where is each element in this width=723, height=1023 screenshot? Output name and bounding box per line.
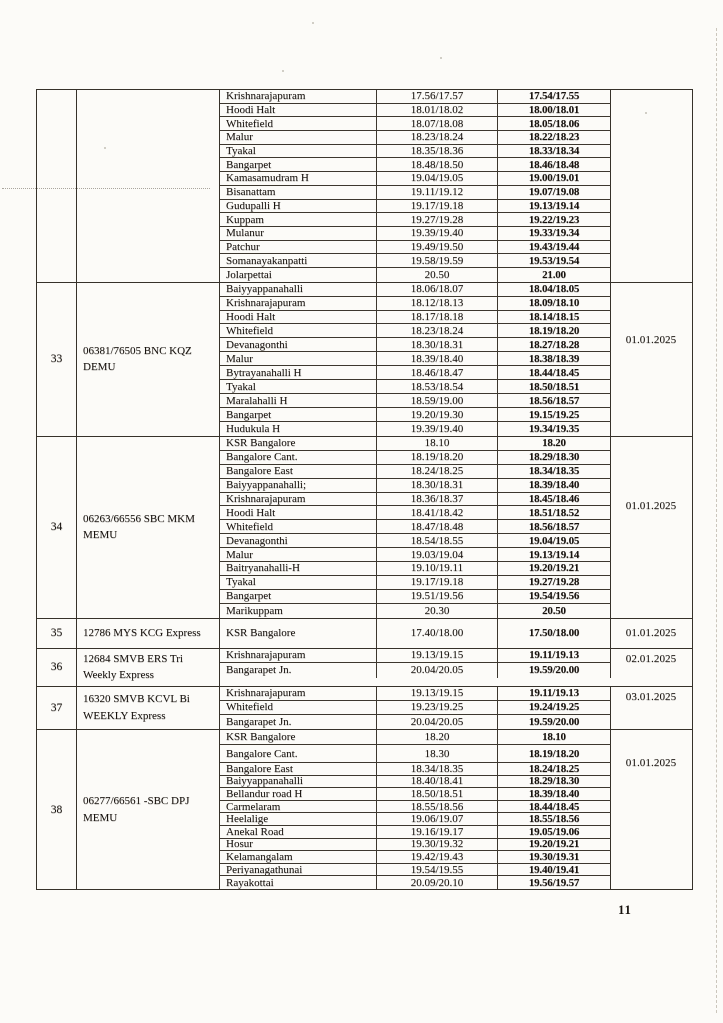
revised-time: 18.24/18.25 — [498, 763, 611, 775]
station-name: Whitefield — [220, 324, 377, 337]
station-name: Mulanur — [220, 227, 377, 240]
revised-time: 18.20 — [498, 437, 611, 450]
station-row — [220, 826, 611, 839]
revised-time: 18.14/18.15 — [498, 311, 611, 324]
scheduled-time: 18.17/18.18 — [377, 311, 498, 324]
station-name: Jolarpettai — [220, 268, 377, 282]
station-row — [220, 213, 611, 227]
station-row — [220, 801, 611, 814]
scheduled-time: 20.30 — [377, 604, 498, 618]
station-row — [220, 788, 611, 801]
station-name: Baiyyappanahalli — [220, 283, 377, 296]
scheduled-time: 18.06/18.07 — [377, 283, 498, 296]
station-row — [220, 715, 611, 729]
revised-time: 18.29/18.30 — [498, 776, 611, 788]
scheduled-time: 19.42/19.43 — [377, 851, 498, 863]
scan-artifact-margin-line — [716, 28, 717, 1013]
station-row — [220, 687, 611, 701]
station-name: Hoodi Halt — [220, 311, 377, 324]
station-name: Whitefield — [220, 520, 377, 533]
scheduled-time: 18.59/19.00 — [377, 394, 498, 407]
station-name: Bangalore Cant. — [220, 745, 377, 762]
station-name: Somanayakanpatti — [220, 254, 377, 267]
station-name: Krishnarajapuram — [220, 493, 377, 506]
scheduled-time: 19.11/19.12 — [377, 186, 498, 199]
train-revised-timings-table — [36, 89, 693, 890]
station-name: Bisanattam — [220, 186, 377, 199]
station-row — [220, 283, 611, 297]
revised-time: 18.44/18.45 — [498, 366, 611, 379]
train-name: 12786 MYS KCG Express — [77, 619, 220, 648]
scheduled-time: 20.04/20.05 — [377, 715, 498, 729]
train-name — [77, 90, 220, 282]
revised-time: 18.05/18.06 — [498, 117, 611, 130]
revised-time: 21.00 — [498, 268, 611, 282]
station-row — [220, 562, 611, 576]
station-row — [220, 776, 611, 789]
revised-time: 19.24/19.25 — [498, 701, 611, 714]
scheduled-time: 19.58/19.59 — [377, 254, 498, 267]
station-row — [220, 324, 611, 338]
scheduled-time: 19.16/19.17 — [377, 826, 498, 838]
scheduled-time: 20.04/20.05 — [377, 663, 498, 678]
revised-time: 19.11/19.13 — [498, 687, 611, 700]
revised-time: 19.34/19.35 — [498, 422, 611, 436]
revised-time: 18.55/18.56 — [498, 813, 611, 825]
station-row — [220, 520, 611, 534]
scan-speck — [312, 22, 314, 24]
station-row — [220, 506, 611, 520]
station-rows — [220, 687, 611, 730]
revised-time: 18.56/18.57 — [498, 520, 611, 533]
service-date: 01.01.2025 — [625, 333, 677, 346]
station-name: Kelamangalam — [220, 851, 377, 863]
station-name: Bangalore East — [220, 763, 377, 775]
revised-time: 18.44/18.45 — [498, 801, 611, 813]
station-row — [220, 408, 611, 422]
station-row — [220, 590, 611, 604]
station-row — [220, 730, 611, 745]
station-rows — [220, 649, 611, 686]
scheduled-time: 18.30/18.31 — [377, 479, 498, 492]
serial-number: 38 — [37, 730, 77, 889]
revised-time: 19.04/19.05 — [498, 534, 611, 547]
timetable-block — [37, 649, 692, 687]
station-name: Maralahalli H — [220, 394, 377, 407]
station-name: Devanagonthi — [220, 534, 377, 547]
scheduled-time: 18.46/18.47 — [377, 366, 498, 379]
station-name: Baiyyappanahalli; — [220, 479, 377, 492]
station-row — [220, 851, 611, 864]
page-number: 11 — [618, 903, 632, 917]
revised-time: 19.13/19.14 — [498, 548, 611, 561]
station-name: Rayakottai — [220, 876, 377, 889]
station-name: Kuppam — [220, 213, 377, 226]
timetable-block — [37, 619, 692, 649]
station-row — [220, 338, 611, 352]
scheduled-time: 18.07/18.08 — [377, 117, 498, 130]
station-row — [220, 876, 611, 889]
revised-time: 18.45/18.46 — [498, 493, 611, 506]
scheduled-time: 18.19/18.20 — [377, 451, 498, 464]
revised-time: 19.07/19.08 — [498, 186, 611, 199]
scheduled-time: 18.54/18.55 — [377, 534, 498, 547]
station-name: Malur — [220, 131, 377, 144]
station-name: KSR Bangalore — [220, 437, 377, 450]
station-name: Hoodi Halt — [220, 104, 377, 117]
service-date: 02.01.2025 — [625, 652, 677, 665]
train-name: 06263/66556 SBC MKM MEMU — [77, 437, 220, 618]
scheduled-time: 19.54/19.55 — [377, 864, 498, 876]
scheduled-time: 18.50/18.51 — [377, 788, 498, 800]
scheduled-time: 19.13/19.15 — [377, 687, 498, 700]
station-row — [220, 366, 611, 380]
revised-time: 18.50/18.51 — [498, 380, 611, 393]
revised-time: 18.00/18.01 — [498, 104, 611, 117]
station-name: Bangalore Cant. — [220, 451, 377, 464]
revised-time: 18.38/18.39 — [498, 352, 611, 365]
scheduled-time: 18.01/18.02 — [377, 104, 498, 117]
revised-time: 19.05/19.06 — [498, 826, 611, 838]
scheduled-time: 18.23/18.24 — [377, 324, 498, 337]
station-row — [220, 200, 611, 214]
station-row — [220, 394, 611, 408]
revised-time: 18.10 — [498, 730, 611, 744]
station-row — [220, 493, 611, 507]
service-date — [611, 90, 691, 282]
scheduled-time: 18.40/18.41 — [377, 776, 498, 788]
revised-time: 18.04/18.05 — [498, 283, 611, 296]
revised-time: 18.34/18.35 — [498, 465, 611, 478]
station-row — [220, 465, 611, 479]
station-row — [220, 172, 611, 186]
station-row — [220, 839, 611, 852]
station-row — [220, 145, 611, 159]
station-name: Hosur — [220, 839, 377, 851]
station-name: Kamasamudram H — [220, 172, 377, 185]
revised-time: 19.15/19.25 — [498, 408, 611, 421]
station-row — [220, 534, 611, 548]
service-date: 01.01.2025 — [625, 499, 677, 512]
scheduled-time: 19.39/19.40 — [377, 227, 498, 240]
station-row — [220, 131, 611, 145]
scheduled-time: 19.10/19.11 — [377, 562, 498, 575]
scheduled-time: 18.12/18.13 — [377, 297, 498, 310]
scheduled-time: 18.39/18.40 — [377, 352, 498, 365]
station-name: Bangarpet — [220, 590, 377, 603]
scheduled-time: 18.53/18.54 — [377, 380, 498, 393]
revised-time: 18.33/18.34 — [498, 145, 611, 158]
train-name: 06381/76505 BNC KQZ DEMU — [77, 283, 220, 436]
revised-time: 18.27/18.28 — [498, 338, 611, 351]
station-name: Malur — [220, 352, 377, 365]
scheduled-time: 19.13/19.15 — [377, 649, 498, 663]
revised-time: 18.56/18.57 — [498, 394, 611, 407]
revised-time: 18.39/18.40 — [498, 479, 611, 492]
station-row — [220, 813, 611, 826]
revised-time: 19.40/19.41 — [498, 864, 611, 876]
station-row — [220, 311, 611, 325]
train-name: 16320 SMVB KCVL Bi WEEKLY Express — [77, 687, 220, 730]
revised-time: 19.30/19.31 — [498, 851, 611, 863]
station-name: Tyakal — [220, 576, 377, 589]
scheduled-time: 19.17/19.18 — [377, 200, 498, 213]
revised-time: 19.27/19.28 — [498, 576, 611, 589]
station-name: Hudukula H — [220, 422, 377, 436]
scheduled-time: 19.23/19.25 — [377, 701, 498, 714]
station-name: Anekal Road — [220, 826, 377, 838]
timetable-block — [37, 90, 692, 283]
station-name: Devanagonthi — [220, 338, 377, 351]
timetable-block — [37, 687, 692, 731]
station-name: Tyakal — [220, 145, 377, 158]
revised-time: 19.20/19.21 — [498, 839, 611, 851]
scheduled-time: 18.34/18.35 — [377, 763, 498, 775]
serial-number: 36 — [37, 649, 77, 686]
serial-number — [37, 90, 77, 282]
service-date: 03.01.2025 — [625, 690, 677, 703]
scheduled-time: 19.03/19.04 — [377, 548, 498, 561]
scheduled-time: 18.23/18.24 — [377, 131, 498, 144]
timetable-block — [37, 437, 692, 619]
station-name: Patchur — [220, 241, 377, 254]
revised-time: 17.50/18.00 — [498, 619, 611, 648]
train-name: 12684 SMVB ERS Tri Weekly Express — [77, 649, 220, 686]
scan-speck — [440, 57, 442, 59]
station-rows — [220, 437, 611, 618]
revised-time: 19.11/19.13 — [498, 649, 611, 663]
service-date: 01.01.2025 — [625, 757, 677, 770]
revised-time: 19.54/19.56 — [498, 590, 611, 603]
scheduled-time: 19.04/19.05 — [377, 172, 498, 185]
scheduled-time: 18.24/18.25 — [377, 465, 498, 478]
station-row — [220, 548, 611, 562]
scheduled-time: 19.39/19.40 — [377, 422, 498, 436]
scheduled-time: 18.41/18.42 — [377, 506, 498, 519]
station-name: Whitefield — [220, 701, 377, 714]
station-row — [220, 576, 611, 590]
scheduled-time: 19.17/19.18 — [377, 576, 498, 589]
station-name: Bangarpet — [220, 408, 377, 421]
scheduled-time: 18.47/18.48 — [377, 520, 498, 533]
station-name: Marikuppam — [220, 604, 377, 618]
revised-time: 19.43/19.44 — [498, 241, 611, 254]
serial-number: 35 — [37, 619, 77, 648]
station-row — [220, 90, 611, 104]
station-row — [220, 604, 611, 618]
station-name: KSR Bangalore — [220, 619, 377, 648]
station-name: Hoodi Halt — [220, 506, 377, 519]
train-name: 06277/66561 -SBC DPJ MEMU — [77, 730, 220, 889]
station-name: Bytrayanahalli H — [220, 366, 377, 379]
scheduled-time: 20.09/20.10 — [377, 876, 498, 889]
timetable-block — [37, 283, 692, 437]
station-row — [220, 104, 611, 118]
station-row — [220, 437, 611, 451]
station-rows — [220, 90, 611, 282]
scheduled-time: 20.50 — [377, 268, 498, 282]
revised-time: 20.50 — [498, 604, 611, 618]
scheduled-time: 19.49/19.50 — [377, 241, 498, 254]
scheduled-time: 19.51/19.56 — [377, 590, 498, 603]
station-name: Baitryanahalli-H — [220, 562, 377, 575]
revised-time: 18.29/18.30 — [498, 451, 611, 464]
station-row — [220, 763, 611, 776]
station-name: Bellandur road H — [220, 788, 377, 800]
station-name: Krishnarajapuram — [220, 297, 377, 310]
station-row — [220, 745, 611, 763]
station-name: Bangarpet — [220, 158, 377, 171]
station-row — [220, 117, 611, 131]
station-row — [220, 479, 611, 493]
station-name: Heelalige — [220, 813, 377, 825]
scheduled-time: 18.20 — [377, 730, 498, 744]
station-name: Periyanagathunai — [220, 864, 377, 876]
scheduled-time: 19.20/19.30 — [377, 408, 498, 421]
station-row — [220, 227, 611, 241]
revised-time: 18.51/18.52 — [498, 506, 611, 519]
station-row — [220, 186, 611, 200]
revised-time: 19.20/19.21 — [498, 562, 611, 575]
station-row — [220, 864, 611, 877]
scheduled-time: 18.36/18.37 — [377, 493, 498, 506]
station-row — [220, 649, 611, 664]
station-name: Whitefield — [220, 117, 377, 130]
scheduled-time: 18.10 — [377, 437, 498, 450]
station-name: Krishnarajapuram — [220, 90, 377, 103]
revised-time: 19.56/19.57 — [498, 876, 611, 889]
station-row — [220, 451, 611, 465]
station-rows — [220, 619, 611, 648]
station-name: Bangalore East — [220, 465, 377, 478]
revised-time: 19.33/19.34 — [498, 227, 611, 240]
revised-time: 18.22/18.23 — [498, 131, 611, 144]
station-row — [220, 422, 611, 436]
scan-speck — [282, 70, 284, 72]
revised-time: 18.09/18.10 — [498, 297, 611, 310]
serial-number: 33 — [37, 283, 77, 436]
revised-time: 19.22/19.23 — [498, 213, 611, 226]
scheduled-time: 18.48/18.50 — [377, 158, 498, 171]
serial-number: 34 — [37, 437, 77, 618]
revised-time: 18.46/18.48 — [498, 158, 611, 171]
revised-time: 19.59/20.00 — [498, 715, 611, 729]
station-name: KSR Bangalore — [220, 730, 377, 744]
revised-time: 18.19/18.20 — [498, 324, 611, 337]
station-row — [220, 241, 611, 255]
station-name: Tyakal — [220, 380, 377, 393]
revised-time: 19.59/20.00 — [498, 663, 611, 678]
scheduled-time: 17.40/18.00 — [377, 619, 498, 648]
station-name: Gudupalli H — [220, 200, 377, 213]
revised-time: 19.53/19.54 — [498, 254, 611, 267]
scheduled-time: 19.06/19.07 — [377, 813, 498, 825]
revised-time: 17.54/17.55 — [498, 90, 611, 103]
station-row — [220, 254, 611, 268]
scheduled-time: 19.30/19.32 — [377, 839, 498, 851]
serial-number: 37 — [37, 687, 77, 730]
station-name: Bangarapet Jn. — [220, 663, 377, 678]
station-row — [220, 619, 611, 648]
station-rows — [220, 283, 611, 436]
revised-time: 19.00/19.01 — [498, 172, 611, 185]
revised-time: 18.19/18.20 — [498, 745, 611, 762]
station-name: Carmelaram — [220, 801, 377, 813]
scheduled-time: 18.55/18.56 — [377, 801, 498, 813]
station-name: Bangarapet Jn. — [220, 715, 377, 729]
scheduled-time: 19.27/19.28 — [377, 213, 498, 226]
station-name: Malur — [220, 548, 377, 561]
revised-time: 19.13/19.14 — [498, 200, 611, 213]
station-row — [220, 158, 611, 172]
station-row — [220, 297, 611, 311]
scheduled-time: 18.30 — [377, 745, 498, 762]
scheduled-time: 18.35/18.36 — [377, 145, 498, 158]
station-name: Baiyyappanahalli — [220, 776, 377, 788]
station-row — [220, 380, 611, 394]
revised-time: 18.39/18.40 — [498, 788, 611, 800]
station-row — [220, 352, 611, 366]
scheduled-time: 18.30/18.31 — [377, 338, 498, 351]
timetable-block — [37, 730, 692, 889]
station-name: Krishnarajapuram — [220, 687, 377, 700]
station-row — [220, 701, 611, 715]
station-name: Krishnarajapuram — [220, 649, 377, 663]
service-date: 01.01.2025 — [625, 627, 677, 640]
station-row — [220, 268, 611, 282]
station-rows — [220, 730, 611, 889]
station-row — [220, 663, 611, 678]
scheduled-time: 17.56/17.57 — [377, 90, 498, 103]
